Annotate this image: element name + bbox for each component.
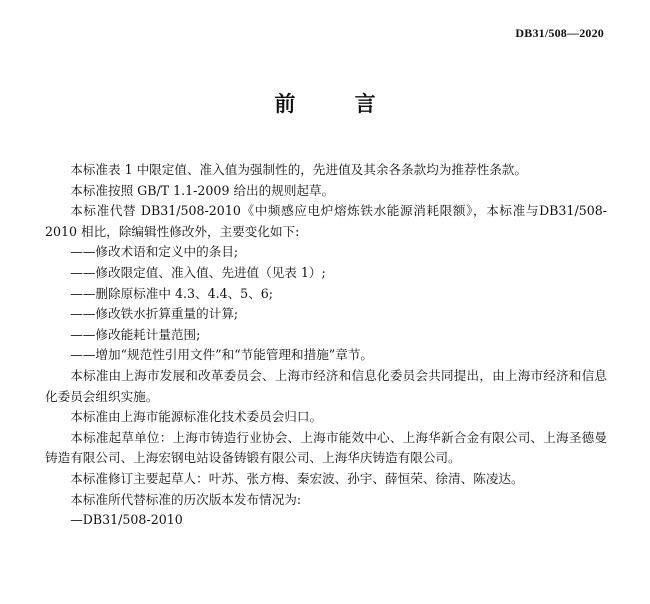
- history-item: —DB31/508-2010: [70, 512, 183, 528]
- foreword-body: [45, 160, 607, 531]
- change-item: ——修改能耗计量范围;: [70, 326, 201, 342]
- paragraph-replacement: 本标准代替 DB31/508-2010《中频感应电炉熔炼铁水能源消耗限额》，本标准与DB31/508-2010 相比，除编辑性修改外，主要变化如下:: [45, 203, 607, 239]
- change-item: ——删除原标准中 4.3、4.4、5、6;: [70, 285, 274, 301]
- change-item: ——修改术语和定义中的条目;: [70, 244, 239, 260]
- change-item: ——修改铁水折算重量的计算;: [70, 306, 239, 322]
- page-title: 前 言: [274, 92, 402, 116]
- paragraph-drafting-units: 本标准起草单位：上海市铸造行业协会、上海市能效中心、上海华新合金有限公司、上海圣德曼铸造有限公司、上海宏钢电站设备铸锻有限公司、上海华庆铸造有限公司。: [45, 429, 607, 466]
- paragraph-technical-committee: 本标准由上海市能源标准化技术委员会归口。: [70, 409, 323, 425]
- paragraph-drafters: 本标准修订主要起草人：叶苏、张方梅、秦宏波、孙宇、薛恒荣、徐清、陈凌达。: [70, 470, 524, 486]
- change-item: ——增加“规范性引用文件”和“节能管理和措施”章节。: [70, 347, 374, 363]
- paragraph-proposer: 本标准由上海市发展和改革委员会、上海市经济和信息化委员会共同提出，由上海市经济和信息化委员会组织实施。: [45, 367, 607, 404]
- change-item: ——修改限定值、准入值、先进值（见表 1）;: [70, 264, 326, 280]
- paragraph-drafting-rules: 本标准按照 GB/T 1.1-2009 给出的规则起草。: [70, 182, 335, 198]
- paragraph-mandatory-clauses: 本标准表 1 中限定值、准入值为强制性的，先进值及其余各条款均为推荐性条款。: [70, 162, 527, 177]
- paragraph-history-intro: 本标准所代替标准的历次版本发布情况为:: [70, 491, 302, 507]
- standard-code: DB31/508—2020: [515, 26, 604, 40]
